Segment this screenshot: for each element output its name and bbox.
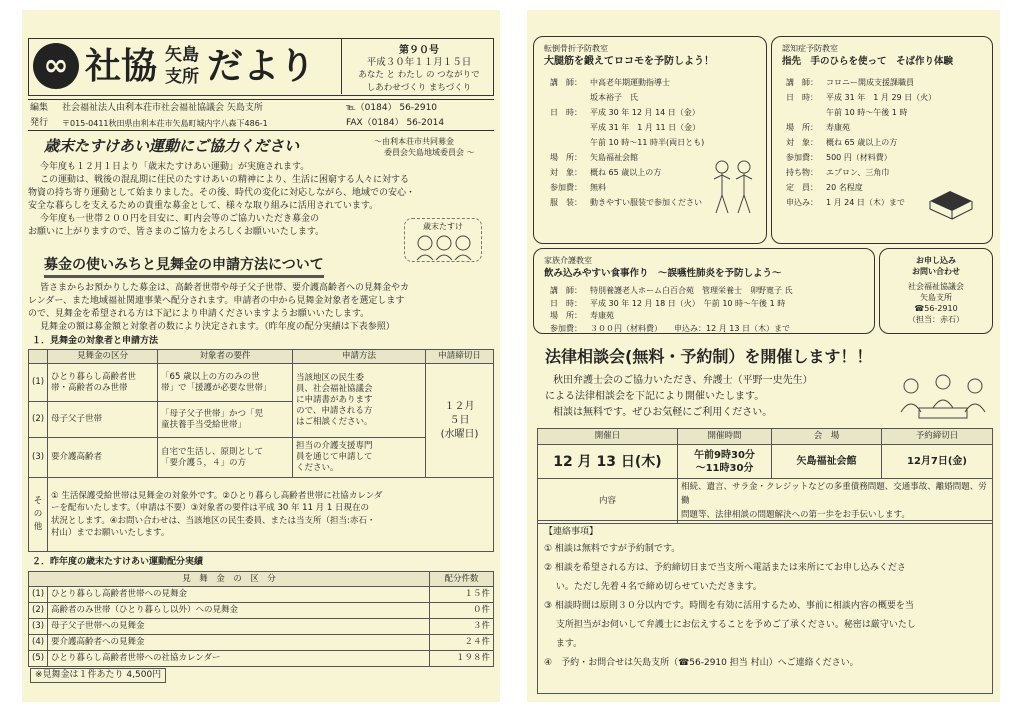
- detail-label: 参加費：: [550, 323, 582, 333]
- result-count: １５件: [430, 587, 494, 603]
- row-number: (2): [29, 402, 48, 438]
- method-cell: [293, 364, 426, 438]
- detail-label: 申込み：: [786, 198, 818, 207]
- detail-row: [550, 135, 762, 150]
- detail-row: [550, 105, 762, 120]
- row-number: (3): [29, 619, 48, 635]
- detail-label: 講 師：: [550, 78, 582, 87]
- table-row: [29, 635, 494, 651]
- notes-head: 【連絡事項】: [544, 527, 599, 537]
- legal-p1: 秋田弁護士会のご協力いただき、弁護士（平野一史先生）: [553, 375, 813, 386]
- method-line: ください。: [296, 463, 339, 473]
- table-header: 対象者の要件: [158, 350, 293, 364]
- deadline-line: ５日: [449, 414, 470, 426]
- family-title: 飲み込みやすい食事作り ～誤嚥性肺炎を予防しよう～: [544, 268, 782, 279]
- detail-value: 矢島福祉会館: [590, 153, 638, 162]
- requirement-line: 童扶養手当受給世帯」: [161, 419, 247, 430]
- result-label: 要介護高齢者への見舞金: [48, 635, 430, 651]
- editor-address: 〒015-0411秋田県由利本荘市矢島町城内字八森下486-1: [62, 119, 268, 128]
- editor-fax: FAX（0184） 56-2014: [346, 118, 445, 128]
- campaign-p2: この運動は、戦後の混乱期に住民のたすけあいの精神により、生活に困窮する人々に対する: [40, 175, 410, 185]
- editor-label-1: 編集: [30, 103, 49, 113]
- other-label-char: 他: [33, 522, 43, 532]
- result-label: ひとり暮らし高齢者世帯への見舞金: [48, 587, 430, 603]
- row-number: (4): [29, 635, 48, 651]
- detail-value: 坂本裕子 氏: [590, 93, 638, 102]
- requirement-cell: [158, 364, 293, 402]
- other-line: 状況とします。④お問い合わせは、当該地区の民生委員、または当支所（担当:赤石・: [51, 515, 376, 526]
- other-label-char: そ: [33, 496, 43, 506]
- contact-line: （担当：赤石）: [908, 315, 964, 324]
- note-item: い。ただし先着４名で締め切らせていただきます。: [544, 582, 762, 592]
- masthead-title-1: 社協: [85, 46, 158, 87]
- masthead: [28, 38, 494, 96]
- table-row: [29, 651, 494, 667]
- result-label: ひとり暮らし高齢者世帯への社協カレンダー: [48, 651, 430, 667]
- fall-title: 大腿筋を鍛えてロコモを予防しよう！: [544, 56, 714, 67]
- detail-value: 1 月 24 日（木）まで: [826, 198, 905, 207]
- requirement-line: 自宅で生活し、原則として: [161, 446, 264, 457]
- contact-line: 矢島支所: [920, 293, 952, 302]
- detail-label: 対 象：: [786, 138, 818, 147]
- detail-label: 持ち物：: [786, 168, 818, 177]
- table-row: [29, 478, 494, 552]
- detail-value: ３００円（材料費） 申込み：12 月 13 日（木）まで: [590, 323, 790, 333]
- note-item: 支所担当がお伺いして弁護士にお伝えすることを予めご了承ください。秘密は厳守いたし: [544, 620, 916, 630]
- uses-p3: ので、見舞金を希望される方は下記により申請くださいますようお願いいたします。: [28, 309, 370, 319]
- detail-label: [550, 120, 590, 135]
- detail-label: 参加費：: [786, 153, 818, 162]
- table-header: 見 舞 金 の 区 分: [29, 572, 430, 587]
- method-line: はご相談ください。: [296, 417, 373, 427]
- table-row: [538, 429, 993, 445]
- other-label: [29, 478, 48, 552]
- method-line: 担当の介護支援専門: [296, 441, 373, 451]
- table-row: [29, 603, 494, 619]
- detail-label: 場 所：: [786, 123, 818, 132]
- campaign-org-1: ～由利本荘市共同募金: [374, 137, 454, 146]
- row-number: (1): [29, 364, 48, 402]
- uses-subtitle-2: ２．昨年度の歳末たすけあい運動配分実績: [32, 557, 204, 567]
- fall-prevention-box: [533, 36, 767, 244]
- category-line: ひとり暮らし高齢者世: [51, 371, 137, 382]
- requirement-line: 帯」で「援護が必要な世帯」: [161, 382, 272, 393]
- legal-title: 法律相談会(無料・予約制）を開催します！！: [545, 347, 873, 366]
- campaign-p6: お願いに上がりますので、皆さまのご協力をよろしくお願いいたします。: [28, 227, 325, 237]
- table-row: [29, 572, 494, 587]
- campaign-org-2: 委員会矢島地域委員会 ～: [384, 148, 475, 157]
- detail-row: [550, 120, 762, 135]
- row-number: (5): [29, 651, 48, 667]
- other-line: ーを配布いたします。（申請は不要）③対象者の要件は平成 30 年 11 月 1 日現在の: [51, 503, 369, 513]
- note-item: ① 相談は無料ですが予約制です。: [544, 544, 681, 554]
- detail-row: [786, 90, 990, 105]
- content-text: [678, 479, 993, 524]
- notes-list: [544, 540, 986, 673]
- detail-value: 概ね 65 歳以上の方: [826, 138, 898, 147]
- contact-line: お申し込み: [916, 256, 956, 265]
- detail-label: [786, 105, 826, 120]
- detail-row: [786, 165, 990, 180]
- campaign-illustration: [404, 218, 482, 262]
- uses-p1: 皆さまからお預かりした募金は、高齢者世帯や母子父子世帯、要介護高齢者への見舞金やカ: [40, 283, 410, 293]
- uses-title: 募金の使いみちと見舞金の申請方法について: [44, 256, 324, 278]
- note-item: ③ 相談時間は原則３０分以内です。時間を有効に活用するため、事前に相談内容の概要を当: [544, 601, 914, 611]
- detail-value: 平成 31 年 1 月 29 日（火）: [826, 93, 937, 102]
- right-page: [527, 10, 1000, 702]
- row-number: (3): [29, 438, 48, 478]
- detail-label: 場 所：: [550, 311, 582, 320]
- detail-label: 参加費：: [550, 183, 582, 192]
- result-count: ０件: [430, 603, 494, 619]
- table-row: [29, 619, 494, 635]
- legal-notes: [537, 520, 993, 694]
- method-cell: [293, 438, 426, 478]
- deadline-cell: [426, 364, 494, 478]
- note-item: ます。: [544, 639, 583, 649]
- contact-phone: ☎56-2910: [914, 304, 958, 313]
- detail-row: [786, 75, 990, 90]
- detail-row: [786, 135, 990, 150]
- detail-label: 場 所：: [550, 153, 582, 162]
- detail-row: [550, 298, 872, 311]
- uses-subtitle-1: １．見舞金の対象者と申請方法: [32, 336, 159, 346]
- method-line: 当該地区の民生委: [296, 373, 365, 383]
- detail-value: 500 円（材料費）: [826, 153, 892, 162]
- campaign-title: 歳末たすけあい運動にご協力ください: [44, 137, 300, 155]
- method-line: 員、社会福祉協議会: [296, 384, 373, 394]
- detail-label: 服 装：: [550, 198, 582, 207]
- fall-head: 転倒骨折予防教室: [544, 44, 608, 53]
- uses-p4: 見舞金の額は募金額と対象者の数により決定されます。（昨年度の配分実績は下表参照）: [40, 322, 395, 332]
- left-page: [22, 10, 500, 702]
- campaign-p3: 物資の持ち寄り運動として始まりました。その後、時代の変化に対応しながら、地域での安心・: [28, 188, 416, 198]
- row-number: (2): [29, 603, 48, 619]
- amount-note: ※見舞金は１件あたり 4,500円: [30, 668, 166, 683]
- detail-label: 講 師：: [786, 78, 818, 87]
- uses-p2: レンダー、また地域福祉関連事業へ配分されます。申請者の中から見舞金対象者を選定します: [28, 296, 405, 306]
- legal-time-line: 午前9時30分: [694, 449, 755, 461]
- detail-row: [550, 90, 762, 105]
- issue-number: 第９０号: [399, 45, 439, 56]
- detail-value: 特別養護老人ホーム白百合苑 管理栄養士 卯野寛子 氏: [590, 286, 793, 295]
- method-line: に申請書があります: [296, 395, 373, 405]
- detail-value: 平成 31 年 1 月 11 日（金）: [590, 123, 701, 132]
- detail-label: [550, 90, 590, 105]
- exercise-people-icon: [708, 157, 758, 217]
- contact-line: お問い合わせ: [912, 267, 960, 276]
- other-line: ① 生活保護受給世帯は見舞金の対象外です。②ひとり暮らし高齢者世帯に社協カレンダ: [51, 490, 383, 501]
- dementia-title: 指先 手のひらを使って そば作り体験: [782, 56, 954, 67]
- other-label-char: の: [33, 509, 43, 519]
- table-header: 予約締切日: [882, 429, 993, 445]
- detail-row: [786, 120, 990, 135]
- eligibility-table: [28, 349, 494, 552]
- detail-value: 平成 30 年 12 月 14 日（金）: [590, 108, 700, 117]
- slogan-1: あなた と わたし の つながりで: [358, 70, 480, 80]
- result-count: １９８件: [430, 651, 494, 667]
- table-row: [29, 438, 494, 478]
- masthead-title-2b: 支所: [165, 67, 199, 87]
- detail-value: 午前 10 時～11 時半(両日とも): [590, 138, 705, 147]
- result-label: 高齢者のみ世帯（ひとり暮らし以外）への見舞金: [48, 603, 430, 619]
- table-row: [538, 479, 993, 524]
- logo-mark: ∞: [33, 43, 79, 89]
- detail-label: 日 時：: [550, 108, 582, 117]
- legal-date: 12 月 13 日(木): [538, 445, 678, 479]
- detail-row: [786, 105, 990, 120]
- contact-box: [879, 248, 993, 334]
- requirement-line: 「65 歳以上の方のみの世: [161, 371, 260, 382]
- detail-value: コロニー開成支援課職員: [826, 78, 914, 87]
- table-row: [29, 364, 494, 402]
- editor-label-2: 発行: [30, 118, 49, 128]
- method-line: ので、申請される方: [296, 406, 373, 416]
- detail-value: 寿康苑: [826, 123, 850, 132]
- requirement-cell: [158, 402, 293, 438]
- masthead-title-3: だより: [207, 46, 316, 87]
- detail-label: 定 員：: [786, 183, 818, 192]
- editor-tel: ℡（0184） 56-2910: [346, 103, 438, 113]
- content-label: 内容: [538, 479, 678, 524]
- masthead-divider: [341, 39, 342, 94]
- detail-row: [550, 75, 762, 90]
- row-number: (1): [29, 587, 48, 603]
- legal-time-line: ～11時30分: [695, 462, 754, 474]
- detail-value: 午前 10 時～午後 1 時: [826, 108, 908, 117]
- table-header: 配分件数: [430, 572, 494, 587]
- table-row: [29, 587, 494, 603]
- table-header: 開催日: [538, 429, 678, 445]
- requirement-line: 「母子父子世帯」かつ「児: [161, 408, 264, 419]
- legal-p3: 相談は無料です。ぜひお気軽にご利用ください。: [553, 407, 773, 418]
- detail-label: 講 師：: [550, 286, 582, 295]
- category-cell: 母子父子世帯: [48, 402, 158, 438]
- legal-p2: による法律相談会を下記により開催いたします。: [545, 391, 765, 402]
- dementia-head: 認知症予防教室: [782, 44, 838, 53]
- detail-row: [786, 150, 990, 165]
- table-header: [29, 350, 48, 364]
- detail-label: 日 時：: [550, 298, 582, 308]
- table-header: 見舞金の区分: [48, 350, 158, 364]
- category-cell: [48, 364, 158, 402]
- slogan-2: しあわせづくり まちづくり: [366, 83, 472, 93]
- detail-label: [550, 135, 590, 150]
- table-row: [29, 350, 494, 364]
- note-item: ④ 予約・お問合せは矢島支所（☎56-2910 担当 村山）へご連絡ください。: [544, 658, 859, 668]
- campaign-p5: 今年度も一世帯２００円を目安に、町内会等のご協力いただき募金の: [40, 214, 320, 224]
- family-head: 家族介護教室: [544, 256, 592, 265]
- deadline-line: １２月: [444, 400, 475, 412]
- results-table: [28, 571, 494, 667]
- detail-label: 対 象：: [550, 168, 582, 177]
- note-item: ② 相談を希望される方は、予約締切日まで当支所へ電話または来所にてお申し込みくださ: [544, 563, 906, 573]
- issue-date: 平成３０年１１月１５日: [366, 57, 472, 68]
- illustration-label: 歳末たすけ: [423, 222, 463, 231]
- detail-value: 平成 30 年 12 月 18 日（火） 午前 10 時～午後 1 時: [590, 298, 786, 308]
- content-line: 相続、遺言、サラ金・クレジットなどの多重債務問題、交通事故、離婚問題、労働: [681, 482, 987, 506]
- detail-row: [550, 323, 872, 336]
- detail-value: 概ね 65 歳以上の方: [590, 168, 662, 177]
- other-notes: [48, 478, 494, 552]
- legal-table: [537, 428, 993, 524]
- result-count: ２４件: [430, 635, 494, 651]
- table-header: 開催時間: [678, 429, 772, 445]
- campaign-p4: 安全な暮らしを支えるための貴重な募金として、様々な取り組みに活用されています。: [28, 201, 379, 211]
- table-row: [538, 445, 993, 479]
- table-header: 申請締切日: [426, 350, 494, 364]
- other-line: 村山）までお願いいたします。: [51, 528, 170, 538]
- detail-value: 動きやすい服装で参加ください: [590, 198, 702, 207]
- consultation-icon: [897, 372, 989, 424]
- category-line: 帯・高齢者のみ世帯: [51, 382, 128, 393]
- family-care-box: [533, 248, 875, 334]
- method-line: 員を通じて申請して: [296, 452, 373, 462]
- legal-place: 矢島福祉会館: [772, 445, 882, 479]
- content-line: 問題等、法律相談の問題解決への第一歩をお手伝いします。: [681, 510, 910, 520]
- detail-value: 20 名程度: [826, 183, 863, 192]
- campaign-p1: 今年度も１２月１日より「歳末たすけあい運動」が実施されます。: [40, 162, 310, 172]
- legal-time: [678, 445, 772, 479]
- dementia-box: [771, 36, 993, 244]
- deadline-line: (水曜日): [440, 428, 479, 440]
- detail-row: [550, 285, 872, 298]
- detail-label: 日 時：: [786, 93, 818, 102]
- legal-deadline: 12月7日(金): [882, 445, 993, 479]
- editor-info: [28, 99, 494, 131]
- table-header: 申請方法: [293, 350, 426, 364]
- requirement-line: 「要介護５，４」の方: [161, 457, 247, 468]
- detail-value: 寿康苑: [590, 311, 614, 320]
- editor-org: 社会福祉法人由利本荘市社会福祉協議会 矢島支所: [62, 103, 263, 113]
- family-details: [550, 285, 872, 335]
- masthead-title-2a: 矢島: [165, 45, 199, 65]
- detail-value: エプロン、三角巾: [826, 168, 890, 177]
- detail-value: 中高老年期運動指導士: [590, 78, 670, 87]
- contact-line: 社会福祉協議会: [908, 282, 964, 291]
- category-cell: 要介護高齢者: [48, 438, 158, 478]
- people-illustration-icon: [413, 233, 475, 261]
- result-count: ３件: [430, 619, 494, 635]
- soba-board-icon: [926, 187, 976, 223]
- detail-value: 無料: [590, 183, 606, 192]
- detail-row: [550, 310, 872, 323]
- requirement-cell: [158, 438, 293, 478]
- result-label: 母子父子世帯への見舞金: [48, 619, 430, 635]
- table-header: 会 場: [772, 429, 882, 445]
